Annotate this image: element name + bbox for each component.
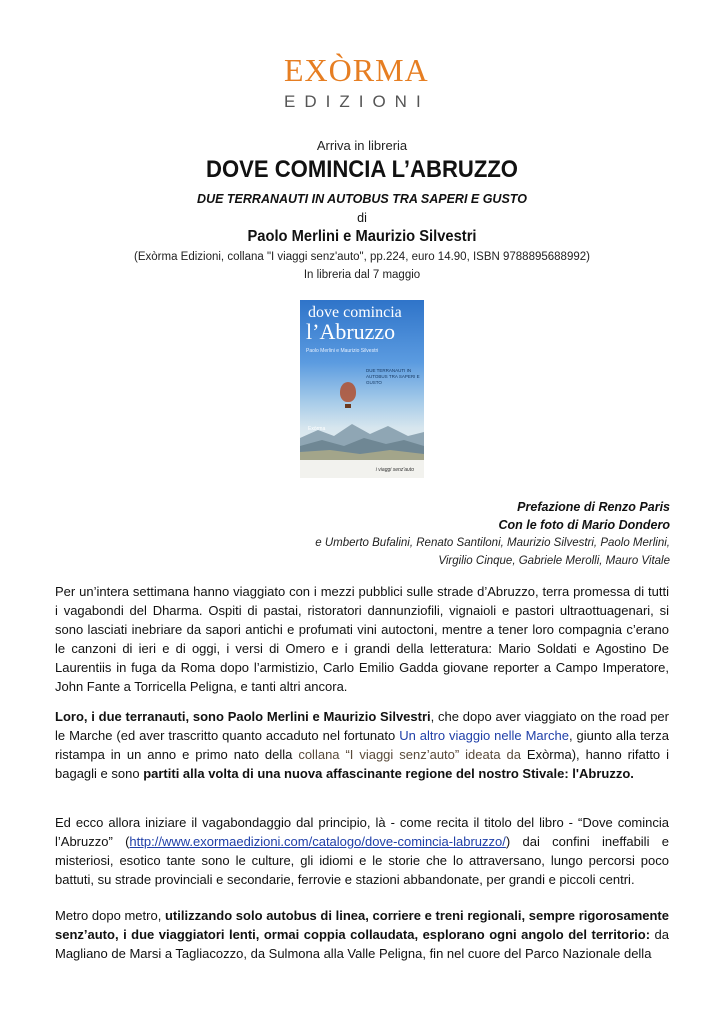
paragraph-2-text-a: , che dopo aver viaggiato on the road per le Marche (ed aver trascritto quanto accaduto nel fortunato (55, 709, 669, 743)
paragraph-4-highlight: utilizzando solo autobus di linea, corriere e treni regionali, sempre rigorosamente senz’auto, i due viaggiatori lenti, ormai coppia collaudata, esplorano ogni angolo del territorio: (55, 908, 669, 942)
bibliographic-info: (Exòrma Edizioni, collana "I viaggi senz'auto", pp.224, euro 14.90, ISBN 9788895688992) (134, 251, 590, 263)
cover-title-line2: l’Abruzzo (306, 319, 396, 344)
paragraph-4-text-a: Metro dopo metro, (55, 908, 165, 923)
series-mention: collana “I viaggi senz’auto” ideata da (298, 747, 521, 762)
photographers-line1: e Umberto Bufalini, Renato Santiloni, Maurizio Silvestri, Paolo Merlini, (315, 537, 670, 549)
balloon-basket-illustration (345, 404, 351, 408)
cover-authors: Paolo Merlini e Maurizio Silvestri (306, 348, 379, 354)
by-label: di (357, 211, 367, 225)
exorma-logo (268, 52, 448, 124)
book-authors: Paolo Merlini e Maurizio Silvestri (247, 228, 477, 245)
release-date: In libreria dal 7 maggio (303, 269, 421, 281)
hot-air-balloon-illustration (340, 382, 356, 402)
credits-block (315, 498, 670, 570)
cover-title-line1: dove comincia (308, 304, 402, 321)
paragraph-1: Per un’intera settimana hanno viaggiato con i mezzi pubblici sulle strade d’Abruzzo, terra promessa di tutti i vagabondi del Dharma. Ospiti di pastai, ristoratori dannunziofili, vignaioli e pastori ultraottuagenari, si sono lasciati inebriare da sapori antichi e profumati vini autoctoni, mentre a tener loro compagnia c’erano le canzoni di ieri e di oggi, i versi di Omero e i grandi della letteratura: Mario Soldati e Agostino De Laurentiis in fuga da Roma dopo l’armistizio, Carlo Emilio Gadda giovane reporter a Campo Imperatore, John Fante a Torricella Peligna, e tanti altri ancora. (55, 584, 669, 694)
paragraph-2 (55, 707, 669, 783)
logo-subtitle: EDIZIONI (284, 92, 430, 111)
photo-credit: Con le foto di Mario Dondero (498, 518, 670, 532)
book-subtitle: DUE TERRANAUTI IN AUTOBUS TRA SAPERI E GUSTO (197, 192, 527, 206)
paragraph-4-text-b: da Magliano de Marsi a Tagliacozzo, da Sulmona alla Valle Peligna, fin nel cuore del Parco Nazionale della (55, 927, 669, 961)
previous-book-link[interactable]: Un altro viaggio nelle Marche (399, 728, 569, 743)
photographers-line2: Virgilio Cinque, Gabriele Merolli, Mauro Vitale (438, 555, 670, 567)
paragraph-3-text-b: ) dai confini ineffabili e misteriosi, esotico tante sono le culture, gli idiomi e le storie che lo attraversano, lungo percorsi poco battuti, su strade provinciali e secondarie, ferrovie e stazioni abbandonate, per grandi e piccoli centri. (55, 834, 669, 887)
book-title: DOVE COMINCIA L’ABRUZZO (206, 156, 518, 183)
mountains-illustration (300, 416, 424, 460)
catalog-url-link[interactable]: http://www.exormaedizioni.com/catalogo/dove-comincia-labruzzo/ (129, 834, 506, 849)
paragraph-4 (55, 906, 669, 963)
cover-series: i viaggi senz'auto (375, 467, 414, 473)
paragraph-2-highlight: partiti alla volta di una nuova affascinante regione del nostro Stivale: l'Abruzzo. (143, 766, 634, 781)
paragraph-2-lead: Loro, i due terranauti, sono Paolo Merlini e Maurizio Silvestri (55, 709, 431, 724)
cover-subtitle: DUE TERRANAUTI IN AUTOBUS TRA SAPERI E GUSTO (366, 368, 420, 385)
cover-brand: Exòrma (308, 426, 326, 432)
paragraph-2-text-b: , giunto alla terza ristampa in un anno e primo nato della (55, 728, 669, 762)
paragraph-2-text-c: Exòrma), hanno rifatto i bagagli e sono (55, 747, 669, 781)
book-cover-image (300, 300, 424, 478)
paragraph-3-text-a: Ed ecco allora iniziare il vagabondaggio dal principio, là - come recita il titolo del libro - “Dove comincia l’Abruzzo” ( (55, 815, 669, 849)
kicker: Arriva in libreria (316, 138, 408, 153)
logo-wordmark: EXÒRMA (284, 52, 429, 88)
preface-credit: Prefazione di Renzo Paris (517, 500, 670, 514)
paragraph-3 (55, 813, 669, 889)
